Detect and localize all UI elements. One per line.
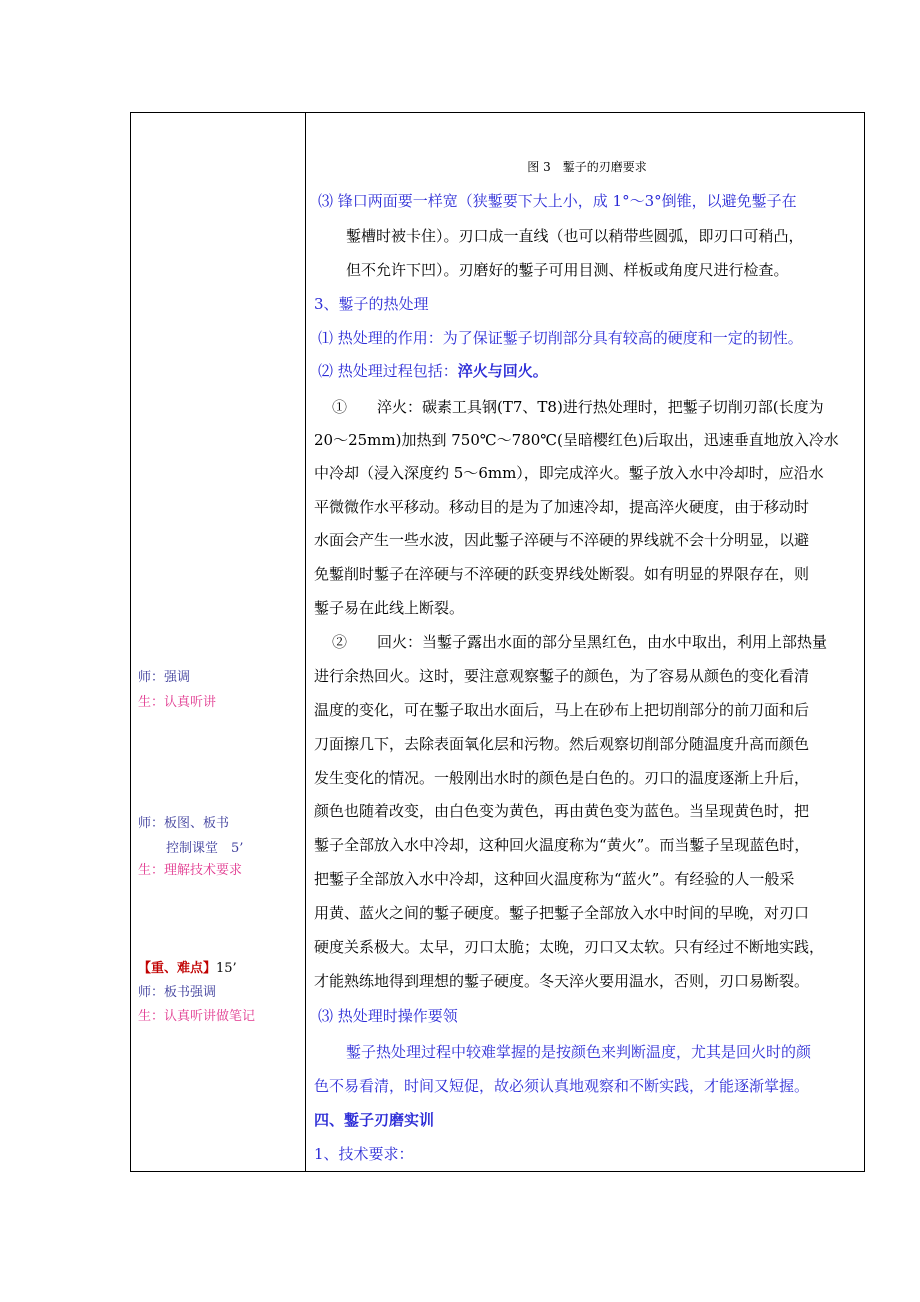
paragraph-line: 20～25mm)加热到 750℃～780℃(呈暗樱红色)后取出，迅速垂直地放入冷水: [314, 431, 839, 449]
key-point-time: 15’: [216, 961, 237, 976]
figure-caption: 图 3 鏨子的刃磨要求: [527, 160, 647, 174]
teacher-note-control: 控制课堂 5’: [166, 841, 244, 856]
teacher-note-board: 师：板图、板书: [138, 816, 230, 831]
paragraph-line: 发生变化的情况。一般刚出水时的颜色是白色的。刃口的温度逐渐上升后，: [314, 769, 810, 787]
section-heading-requirements: 1、技术要求：: [314, 1145, 414, 1163]
paragraph-line: 免鏨削时鏨子在淬硬与不淬硬的跃变界线处断裂。如有明显的界限存在，则: [314, 565, 810, 583]
section-heading: 3、鏨子的热处理: [314, 295, 429, 313]
section-heading-training: 四、鏨子刃磨实训: [314, 1111, 435, 1129]
paragraph-line: 色不易看清，时间又短促，故必须认真地观察和不断实践，才能逐渐掌握。: [314, 1077, 810, 1095]
paragraph-line: 鏨子易在此线上断裂。: [314, 599, 465, 617]
paragraph-line: [318, 361, 548, 381]
paragraph-line: 温度的变化，可在鏨子取出水面后，马上在砂布上把切削部分的前刀面和后: [314, 701, 810, 719]
paragraph-line: 硬度关系极大。太早，刃口太脆；太晚，刃口又太软。只有经过不断地实践，: [314, 938, 825, 956]
key-point-label: 【重、难点】: [138, 961, 217, 976]
paragraph-line: 把鏨子全部放入水中冷却，这种回火温度称为“蓝火”。有经验的人一般采: [314, 870, 795, 888]
paragraph-line: 才能熟练地得到理想的鏨子硬度。冬天淬火要用温水，否则，刃口易断裂。: [314, 972, 810, 990]
process-label: ⑵ 热处理过程包括：: [318, 362, 458, 380]
paragraph-line: ⑶ 锋口两面要一样宽（狭鏨要下大上小，成 1°～3°倒锥，以避免鏨子在: [318, 192, 797, 210]
teacher-note-board-emphasize: 师：板书强调: [138, 985, 217, 1000]
paragraph-line: 鏨子全部放入水中冷却，这种回火温度称为“黄火”。而当鏨子呈现蓝色时，: [314, 836, 810, 854]
teacher-note-emphasize: 师：强调: [138, 670, 191, 685]
table-column-divider: [305, 112, 306, 1172]
paragraph-line: 水面会产生一些水波，因此鏨子淬硬与不淬硬的界线就不会十分明显，以避: [314, 531, 810, 549]
section-subheading: ⑶ 热处理时操作要领: [318, 1007, 458, 1025]
student-note-take-notes: 生：认真听讲做笔记: [138, 1009, 256, 1024]
paragraph-line: 中冷却（浸入深度约 5～6mm），即完成淬火。鏨子放入水中冷却时，应沿水: [314, 464, 824, 482]
key-point-note: [138, 960, 237, 978]
paragraph-line: 但不允许下凹）。刃磨好的鏨子可用目测、样板或角度尺进行检查。: [346, 261, 789, 279]
paragraph-line: 鏨子热处理过程中较难掌握的是按颜色来判断温度，尤其是回火时的颜: [346, 1043, 812, 1061]
paragraph-line: ② 回火：当鏨子露出水面的部分呈黑红色，由水中取出，利用上部热量: [332, 633, 828, 651]
process-emphasis: 淬火与回火。: [457, 362, 548, 380]
paragraph-line: 鏨槽时被卡住）。刃口成一直线（也可以稍带些圆弧，即刃口可稍凸，: [346, 227, 804, 245]
paragraph-line: 颜色也随着改变，由白色变为黄色，再由黄色变为蓝色。当呈现黄色时，把: [314, 802, 810, 820]
paragraph-line: ⑴ 热处理的作用：为了保证鏨子切削部分具有较高的硬度和一定的韧性。: [318, 329, 803, 347]
paragraph-line: ① 淬火：碳素工具钢(T7、T8)进行热处理时，把鏨子切削刃部(长度为: [332, 398, 824, 416]
paragraph-line: 用黄、蓝火之间的鏨子硬度。鏨子把鏨子全部放入水中时间的早晚，对刃口: [314, 904, 810, 922]
student-note-listen: 生：认真听讲: [138, 695, 217, 710]
paragraph-line: 刀面擦几下，去除表面氧化层和污物。然后观察切削部分随温度升高而颜色: [314, 735, 810, 753]
paragraph-line: 平微微作水平移动。移动目的是为了加速冷却，提高淬火硬度，由于移动时: [314, 498, 810, 516]
student-note-understand: 生：理解技术要求: [138, 863, 243, 878]
paragraph-line: 进行余热回火。这时，要注意观察鏨子的颜色，为了容易从颜色的变化看清: [314, 667, 810, 685]
